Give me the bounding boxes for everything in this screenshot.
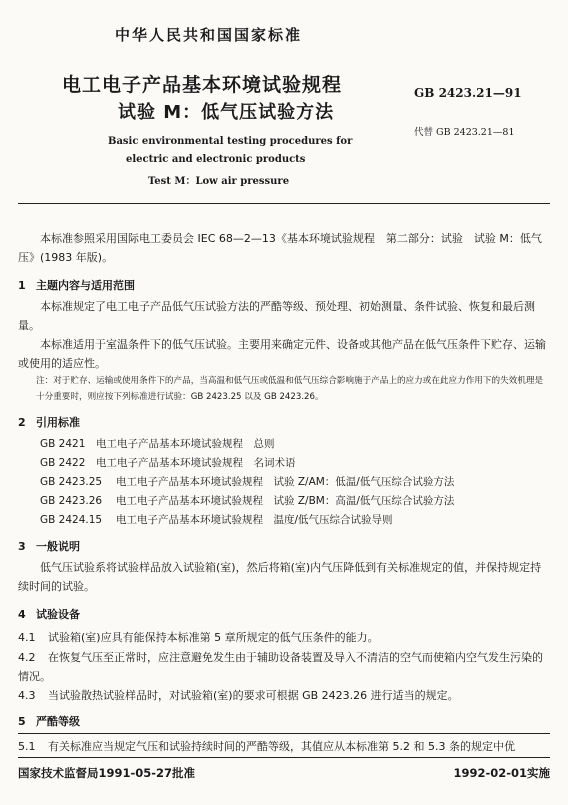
section-title: 试验设备 [36, 608, 80, 621]
footer-divider [18, 757, 550, 758]
section-title: 主题内容与适用范围 [36, 279, 135, 292]
s1-paragraph-1: 本标准规定了电工电子产品低气压试验方法的严酷等级、预处理、初始测量、条件试验、恢复和最后测量。 [18, 300, 535, 332]
reference-item [40, 512, 393, 527]
s5-item [18, 737, 550, 756]
clause-number: 4.3 [18, 689, 36, 702]
section-heading-3 [18, 538, 80, 554]
section-number: 3 [18, 540, 26, 553]
s4-item [18, 628, 550, 647]
section-heading-1 [18, 277, 135, 293]
reference-code: GB 2423.25 [40, 476, 103, 488]
clause-text: 在恢复气压至正常时，应注意避免发生由于辅助设备装置及导入不清洁的空气而使箱内空气发生污染的情况。 [18, 651, 543, 683]
reference-text: 电工电子产品基本环境试验规程 试验 Z/AM：低温/低气压综合试验方法 [116, 476, 455, 488]
reference-code: GB 2422 [40, 457, 86, 469]
section-number: 1 [18, 279, 26, 292]
reference-item [40, 436, 275, 451]
s1-paragraph-2: 本标准适用于室温条件下的低气压试验。主要用来确定元件、设备或其他产品在低气压条件下贮存、运输或使用的适应性。 [18, 338, 546, 370]
title-line2: 试验 M：低气压试验方法 [118, 102, 335, 123]
s3-paragraph: 低气压试验系将试验样品放入试验箱(室)，然后将箱(室)内气压降低到有关标准规定的值，并保持规定持续时间的试验。 [18, 561, 542, 593]
header-divider [18, 203, 550, 204]
section-title: 一般说明 [36, 540, 80, 553]
s4-item [18, 686, 550, 705]
clause-number: 5.1 [18, 740, 36, 753]
reference-code: GB 2421 [40, 438, 86, 450]
clause-text: 当试验散热试验样品时，对试验箱(室)的要求可根据 GB 2423.26 进行适当的规定。 [48, 689, 459, 702]
reference-text: 电工电子产品基本环境试验规程 试验 Z/BM：高温/低气压综合试验方法 [116, 495, 455, 507]
english-title-line3: Test M：Low air pressure [148, 176, 290, 187]
clause-number: 4.2 [18, 651, 36, 664]
standard-number: GB 2423.21—91 [414, 86, 522, 100]
reference-code: GB 2424.15 [40, 514, 103, 526]
intro-paragraph: 本标准参照采用国际电工委员会 IEC 68—2—13《基本环境试验规程 第二部分：试验 试验 M：低气压》(1983 年版)。 [18, 232, 542, 264]
reference-item [40, 474, 454, 489]
s4-item [18, 648, 550, 686]
reference-text: 电工电子产品基本环境试验规程 总则 [96, 438, 275, 450]
s1-note: 注：对于贮存、运输或使用条件下的产品，当高温和低气压或低温和低气压综合影响施于产品上的应力或在此应力作用下的失效机理是十分重要时，则应按下列标准进行试验：GB 2423.25 以及 GB 2423.26。 [36, 376, 544, 402]
clause-text: 试验箱(室)应具有能保持本标准第 5 章所规定的低气压条件的能力。 [48, 631, 379, 644]
section-number: 4 [18, 608, 26, 621]
replaces-standard: 代替 GB 2423.21—81 [414, 127, 515, 138]
english-title-line1: Basic environmental testing procedures for [108, 136, 353, 147]
reference-item [40, 455, 296, 470]
standard-org: 中华人民共和国国家标准 [115, 26, 303, 44]
section-number: 2 [18, 416, 26, 429]
section-title: 引用标准 [36, 416, 80, 429]
reference-item [40, 493, 454, 508]
section-divider [18, 733, 550, 734]
reference-text: 电工电子产品基本环境试验规程 名词术语 [96, 457, 296, 469]
english-title-line2: electric and electronic products [126, 154, 306, 165]
section-title: 严酷等级 [36, 715, 80, 728]
reference-code: GB 2423.26 [40, 495, 103, 507]
approval-date: 国家技术监督局1991-05-27批准 [18, 766, 196, 780]
section-heading-2 [18, 414, 80, 430]
clause-text: 有关标准应当规定气压和试验持续时间的严酷等级，其值应从本标准第 5.2 和 5.3 条的规定中优 [48, 740, 515, 753]
title-line1: 电工电子产品基本环境试验规程 [62, 74, 343, 96]
section-heading-5 [18, 713, 80, 729]
section-number: 5 [18, 715, 26, 728]
clause-number: 4.1 [18, 631, 36, 644]
section-heading-4 [18, 606, 80, 622]
effective-date: 1992-02-01实施 [453, 766, 550, 780]
reference-text: 电工电子产品基本环境试验规程 温度/低气压综合试验导则 [116, 514, 393, 526]
